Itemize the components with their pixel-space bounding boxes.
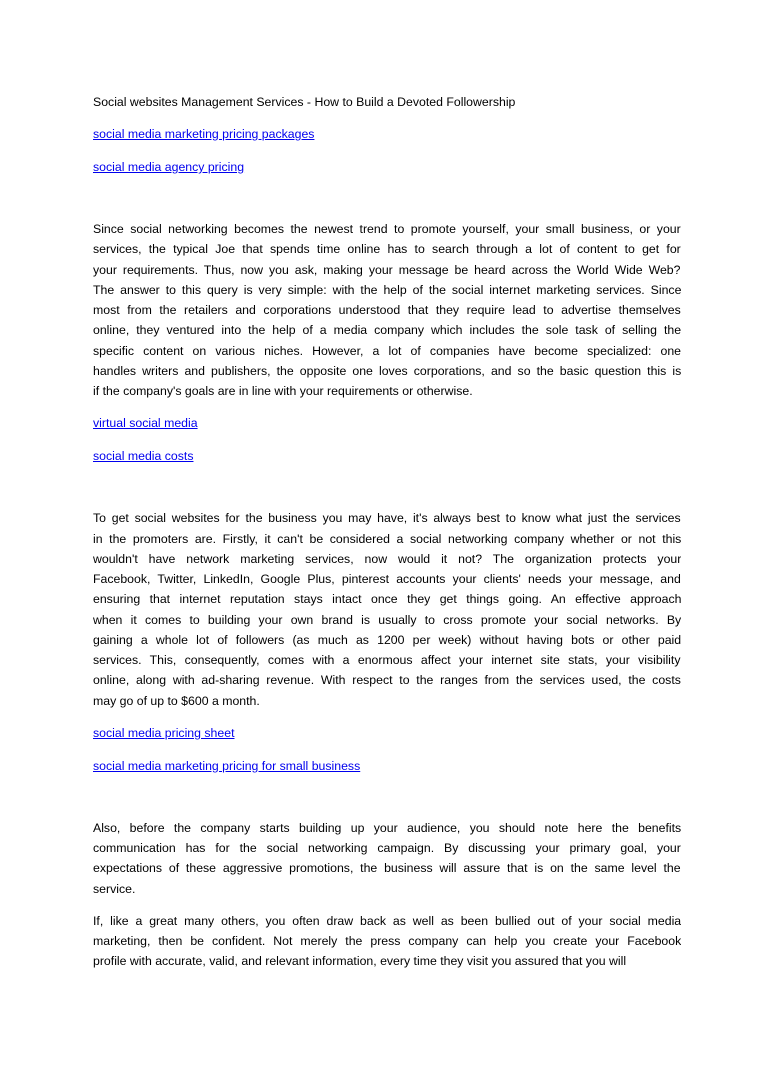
paragraph-1 bbox=[93, 219, 681, 401]
paragraph-line: online, they ventured into the help of a media company which includes the sole task of selling the bbox=[93, 323, 681, 338]
link-social-media-pricing-sheet[interactable]: social media pricing sheet bbox=[93, 725, 235, 740]
paragraph-line: when it comes to building your own brand is usually to cross promote your social networks. By bbox=[93, 612, 681, 627]
paragraph-line: communication has for the social networking campaign. By discussing your primary goal, your bbox=[93, 841, 681, 855]
link-social-media-costs[interactable]: social media costs bbox=[93, 449, 194, 464]
paragraph-2 bbox=[93, 508, 681, 711]
paragraph-line: may go of up to $600 a month. bbox=[93, 693, 260, 708]
link-social-media-marketing-pricing-packages[interactable]: social media marketing pricing packages bbox=[93, 127, 315, 141]
document-title: Social websites Management Services - How to Build a Devoted Followership bbox=[93, 95, 516, 109]
paragraph-line: services. This, consequently, comes with a enormous affect your internet site stats, your visibility bbox=[93, 653, 681, 667]
link-social-media-agency-pricing[interactable]: social media agency pricing bbox=[93, 160, 245, 174]
paragraph-line: profile with accurate, valid, and relevant information, every time they visit you assured that you will bbox=[93, 954, 627, 969]
paragraph-line: The answer to this query is very simple: with the help of the social internet marketing services. Since bbox=[93, 282, 681, 297]
paragraph-line: Facebook, Twitter, LinkedIn, Google Plus, pinterest accounts your clients' needs your message, and bbox=[93, 572, 681, 586]
document-page bbox=[93, 92, 681, 984]
paragraph-line: expectations of these aggressive promotions, the business will assure that is on the same level the bbox=[93, 861, 681, 876]
paragraph-line: if the company's goals are in line with your requirements or otherwise. bbox=[93, 384, 473, 398]
paragraph-3 bbox=[93, 818, 681, 899]
paragraph-line: handles writers and publishers, the opposite one loves corporations, and so the basic question this is bbox=[93, 363, 681, 378]
paragraph-line: ensuring that internet reputation stays intact once they get things going. An effective approach bbox=[93, 592, 681, 607]
paragraph-line: services, the typical Joe that spends time online has to search through a lot of content to get for bbox=[93, 242, 681, 257]
paragraph-line: marketing, then be confident. Not merely the press company can help you create your Facebook bbox=[93, 934, 681, 948]
paragraph-line: If, like a great many others, you often draw back as well as been bullied out of your social media bbox=[93, 913, 681, 928]
paragraph-line: online, along with ad-sharing revenue. With respect to the ranges from the services used, the costs bbox=[93, 673, 681, 688]
paragraph-line: To get social websites for the business you may have, it's always best to know what just the services bbox=[93, 511, 681, 526]
paragraph-line: service. bbox=[93, 881, 136, 896]
paragraph-line: your requirements. Thus, now you ask, making your message be heard across the World Wide Web? bbox=[93, 262, 681, 277]
paragraph-line: in the promoters are. Firstly, it can't be considered a social networking company whether or not this bbox=[93, 531, 681, 546]
paragraph-line: gaining a whole lot of followers (as much as 1200 per week) without having bots or other paid bbox=[93, 632, 681, 647]
link-virtual-social-media[interactable]: virtual social media bbox=[93, 416, 198, 431]
link-social-media-marketing-pricing-for-small-business[interactable]: social media marketing pricing for small business bbox=[93, 758, 361, 773]
paragraph-line: Also, before the company starts building up your audience, you should note here the benefits bbox=[93, 820, 681, 835]
paragraph-line: most from the retailers and corporations understood that they require lead to advertise themselves bbox=[93, 303, 681, 317]
paragraph-line: Since social networking becomes the newest trend to promote yourself, your small business, or your bbox=[93, 222, 681, 236]
paragraph-line: wouldn't have network marketing services, now would it not? The organization protects your bbox=[93, 551, 681, 566]
paragraph-line: specific content on various niches. However, a lot of companies have become specialized: one bbox=[93, 343, 681, 358]
paragraph-4 bbox=[93, 911, 681, 972]
